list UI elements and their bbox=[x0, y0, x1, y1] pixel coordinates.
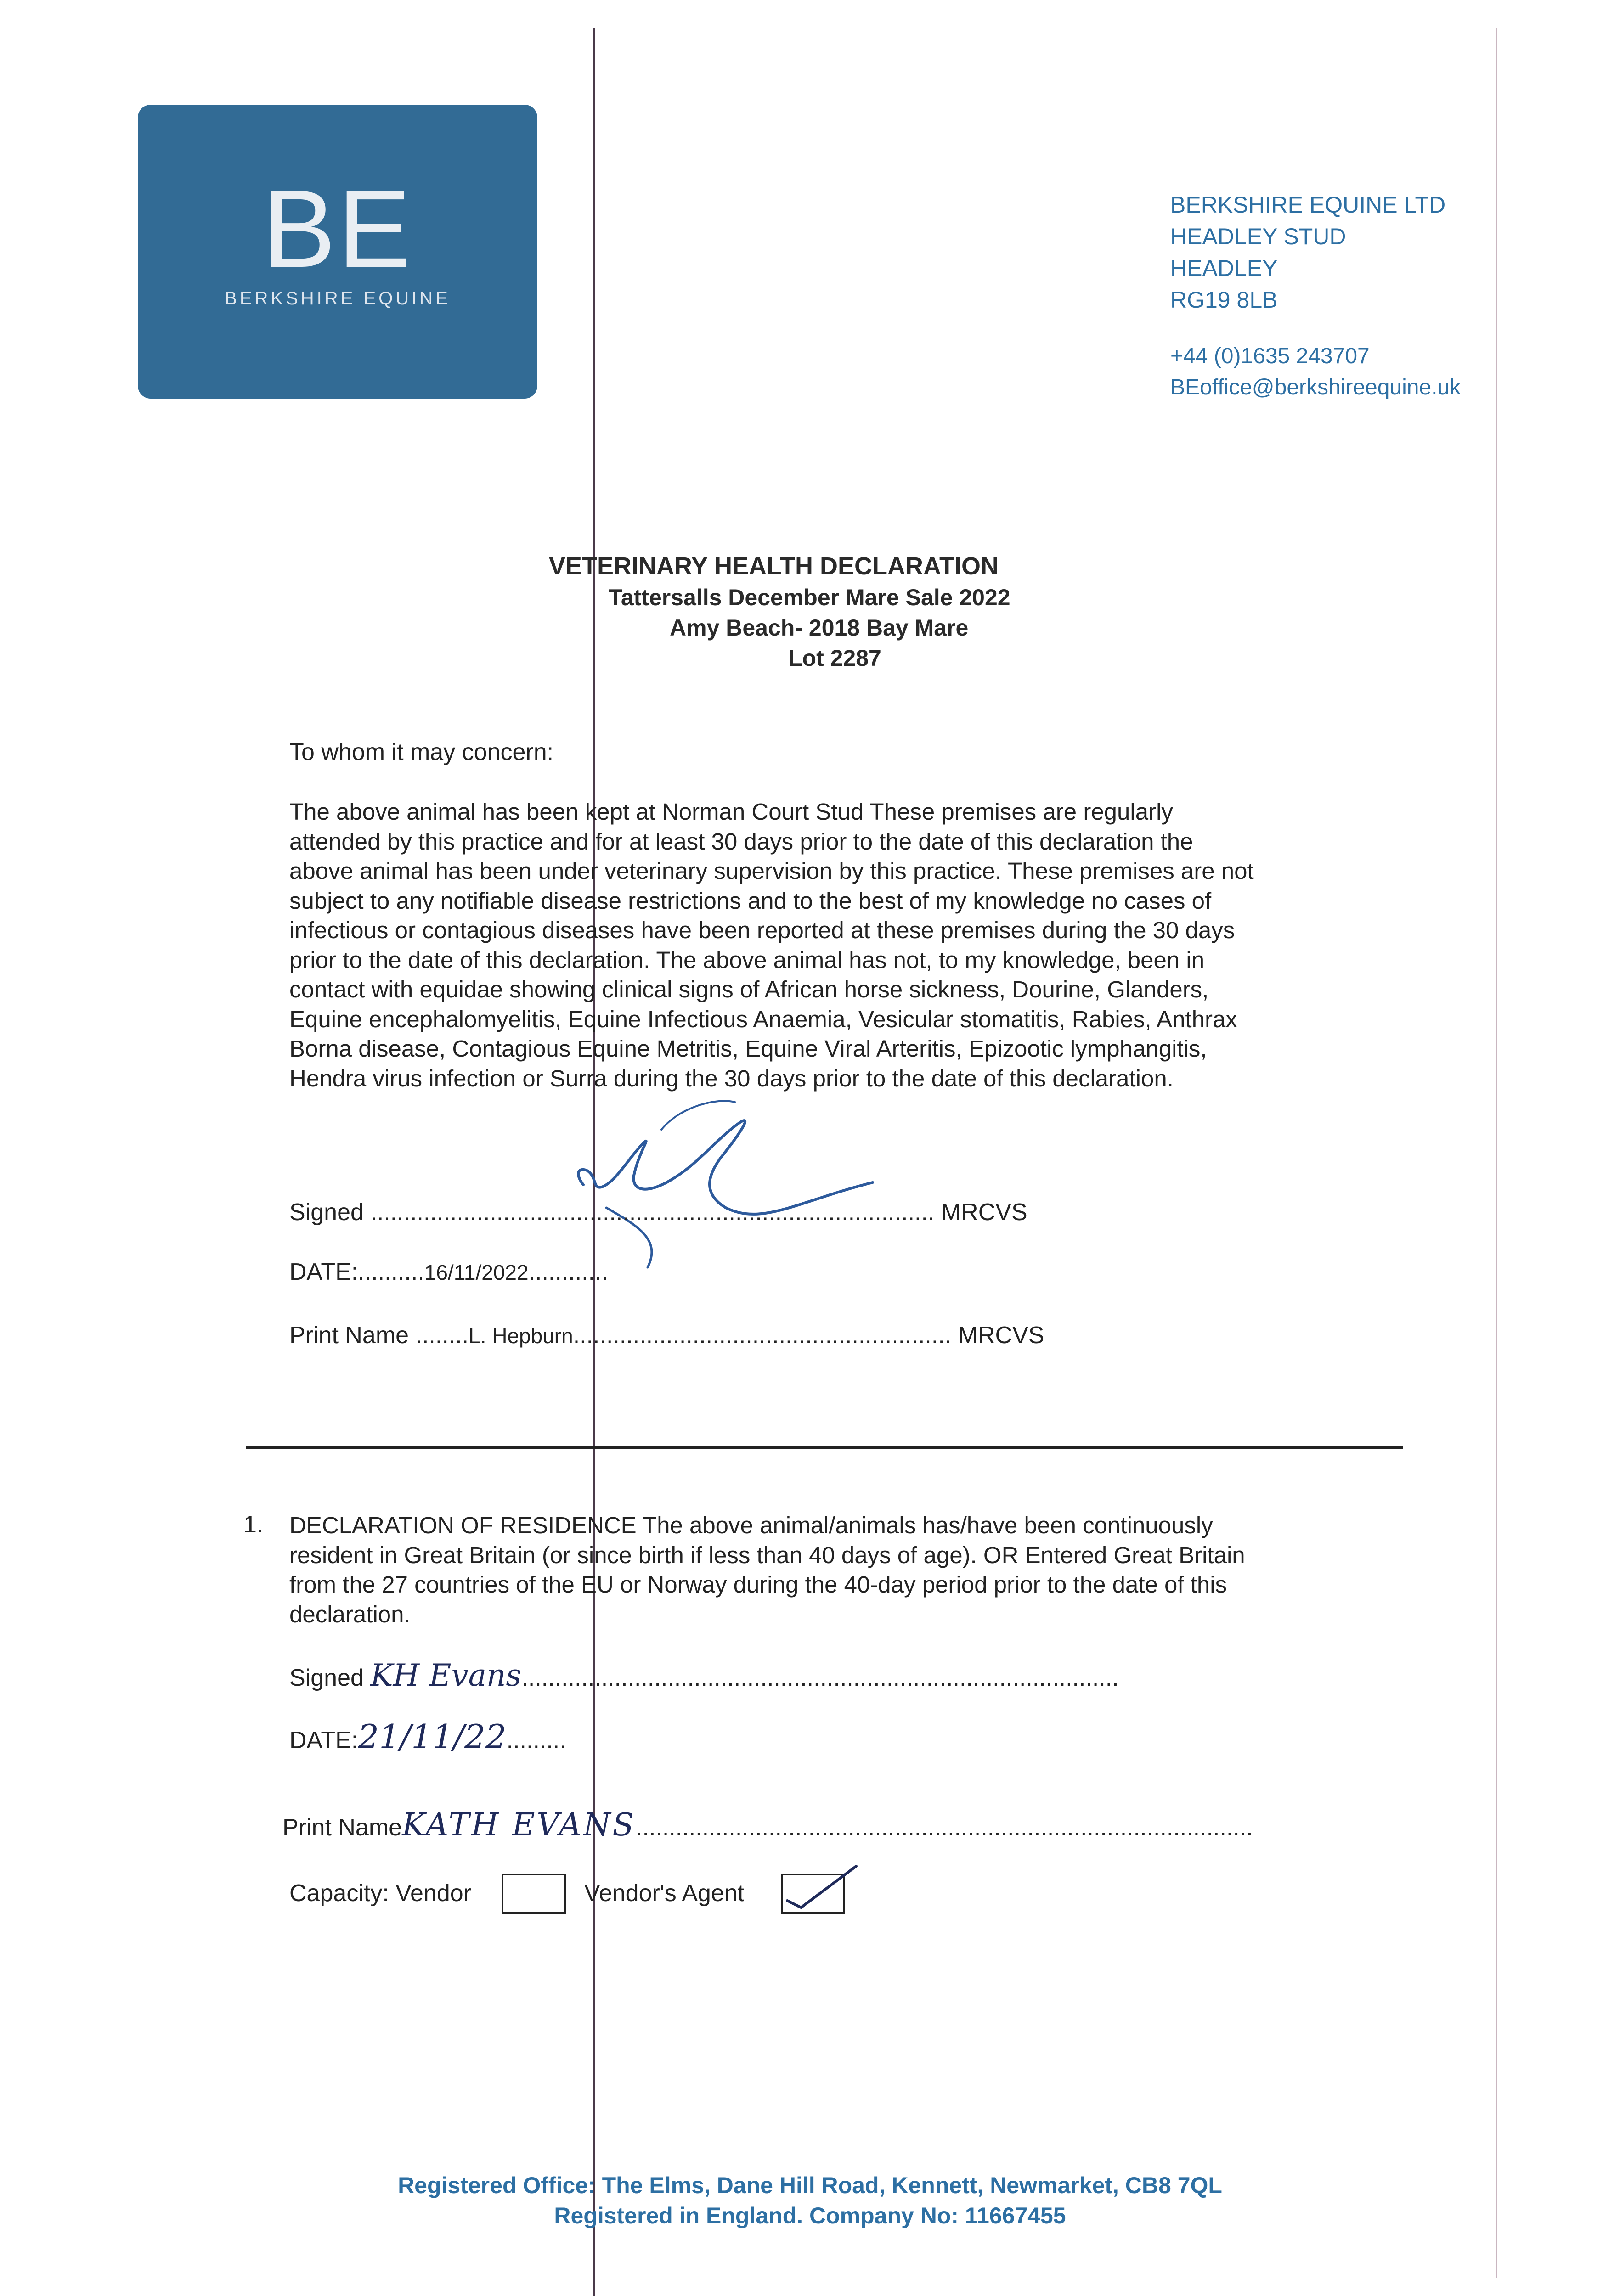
address-line: HEADLEY STUD bbox=[1170, 224, 1346, 249]
declaration-line: prior to the date of this declaration. The above animal has not, to my knowledge, been in bbox=[289, 946, 1205, 973]
residence-line: DECLARATION OF RESIDENCE The above animal/animals has/have been continuously bbox=[289, 1512, 1213, 1538]
phone-number: +44 (0)1635 243707 bbox=[1170, 344, 1370, 368]
signed-label: Signed bbox=[289, 1199, 364, 1226]
date-dots: .......... bbox=[358, 1259, 424, 1285]
mrcvs-suffix: MRCVS bbox=[958, 1322, 1044, 1349]
document-title: VETERINARY HEALTH DECLARATION bbox=[549, 552, 999, 580]
email-address: BEoffice@berkshireequine.uk bbox=[1170, 375, 1461, 400]
residence-signed-row bbox=[289, 1658, 1119, 1693]
logo-name: BERKSHIRE EQUINE bbox=[225, 288, 451, 309]
declaration-line: infectious or contagious diseases have been reported at these premises during the 30 days bbox=[289, 917, 1235, 943]
animal-description: Amy Beach- 2018 Bay Mare bbox=[670, 615, 969, 641]
signed-label: Signed bbox=[289, 1665, 364, 1691]
declaration-line: above animal has been under veterinary supervision by this practice. These premises are not bbox=[289, 858, 1254, 884]
date-label: DATE: bbox=[289, 1259, 358, 1285]
residence-print-name-row bbox=[282, 1807, 1253, 1843]
date-label: DATE: bbox=[289, 1727, 358, 1754]
date-dots: ......... bbox=[506, 1727, 566, 1754]
signed-dots: .......................................................................................... bbox=[521, 1665, 1119, 1691]
footer-registered-office: Registered Office: The Elms, Dane Hill Road, Kennett, Newmarket, CB8 7QL bbox=[398, 2172, 1222, 2198]
declaration-line: attended by this practice and for at least 30 days prior to the date of this declaration the bbox=[289, 828, 1193, 855]
residence-line: declaration. bbox=[289, 1601, 411, 1627]
residence-paragraph bbox=[289, 1511, 1415, 1629]
declaration-line: contact with equidae showing clinical signs of African horse sickness, Dourine, Glanders, bbox=[289, 976, 1209, 1002]
company-logo bbox=[138, 105, 537, 399]
residence-number: 1. bbox=[243, 1511, 264, 1538]
address-line: RG19 8LB bbox=[1170, 287, 1278, 313]
company-contact bbox=[1170, 341, 1584, 403]
signed-dots: ..................................................................................... bbox=[370, 1199, 935, 1226]
print-name-label: Print Name bbox=[289, 1322, 409, 1349]
salutation: To whom it may concern: bbox=[289, 739, 554, 765]
capacity-label: Capacity: Vendor bbox=[289, 1880, 472, 1907]
mrcvs-suffix: MRCVS bbox=[941, 1199, 1027, 1226]
vet-print-name-row bbox=[289, 1322, 1044, 1349]
print-dots: ........ bbox=[415, 1322, 469, 1349]
check-mark-icon bbox=[773, 1857, 865, 1912]
section-divider bbox=[246, 1446, 1403, 1449]
vendor-agent-label: Vendor's Agent bbox=[584, 1880, 745, 1907]
declaration-line: Equine encephalomyelitis, Equine Infectious Anaemia, Vesicular stomatitis, Rabies, Anthrax bbox=[289, 1006, 1237, 1032]
residence-line: resident in Great Britain (or since birth if less than 40 days of age). OR Entered Great Britain bbox=[289, 1542, 1245, 1568]
vendor-checkbox[interactable] bbox=[502, 1874, 566, 1914]
vet-signed-row bbox=[289, 1199, 1027, 1226]
residence-line: from the 27 countries of the EU or Norway during the 40-day period prior to the date of this bbox=[289, 1571, 1227, 1598]
vendor-agent-checkbox[interactable] bbox=[781, 1874, 845, 1914]
handwritten-date: 21/11/22 bbox=[358, 1717, 507, 1756]
handwritten-signature: KH Evans bbox=[370, 1658, 522, 1693]
declaration-line: Hendra virus infection or Surra during the 30 days prior to the date of this declaration. bbox=[289, 1065, 1174, 1092]
declaration-paragraph bbox=[289, 797, 1419, 1093]
declaration-line: Borna disease, Contagious Equine Metritis, Equine Viral Arteritis, Epizootic lymphangitis, bbox=[289, 1035, 1207, 1062]
residence-date-row bbox=[289, 1717, 566, 1756]
company-address bbox=[1170, 189, 1538, 316]
vet-signature-image bbox=[524, 1088, 900, 1272]
address-line: HEADLEY bbox=[1170, 255, 1278, 281]
sale-name: Tattersalls December Mare Sale 2022 bbox=[609, 585, 1010, 610]
vet-date-row bbox=[289, 1258, 608, 1286]
declaration-line: The above animal has been kept at Norman Court Stud These premises are regularly bbox=[289, 799, 1173, 825]
print-dots: ............................................................................................. bbox=[636, 1814, 1253, 1841]
lot-number: Lot 2287 bbox=[788, 645, 881, 671]
print-name-value: L. Hepburn bbox=[469, 1324, 573, 1348]
print-name-label: Print Name bbox=[282, 1814, 402, 1841]
address-line: BERKSHIRE EQUINE LTD bbox=[1170, 192, 1446, 218]
print-dots: ......................................................... bbox=[573, 1322, 952, 1349]
handwritten-print-name: KATH EVANS bbox=[402, 1807, 636, 1843]
date-dots: ............ bbox=[528, 1259, 608, 1285]
date-value: 16/11/2022 bbox=[424, 1261, 529, 1284]
footer-company-number: Registered in England. Company No: 11667455 bbox=[554, 2203, 1066, 2228]
declaration-line: subject to any notifiable disease restrictions and to the best of my knowledge no cases of bbox=[289, 887, 1212, 914]
logo-mark: BE bbox=[262, 167, 413, 290]
